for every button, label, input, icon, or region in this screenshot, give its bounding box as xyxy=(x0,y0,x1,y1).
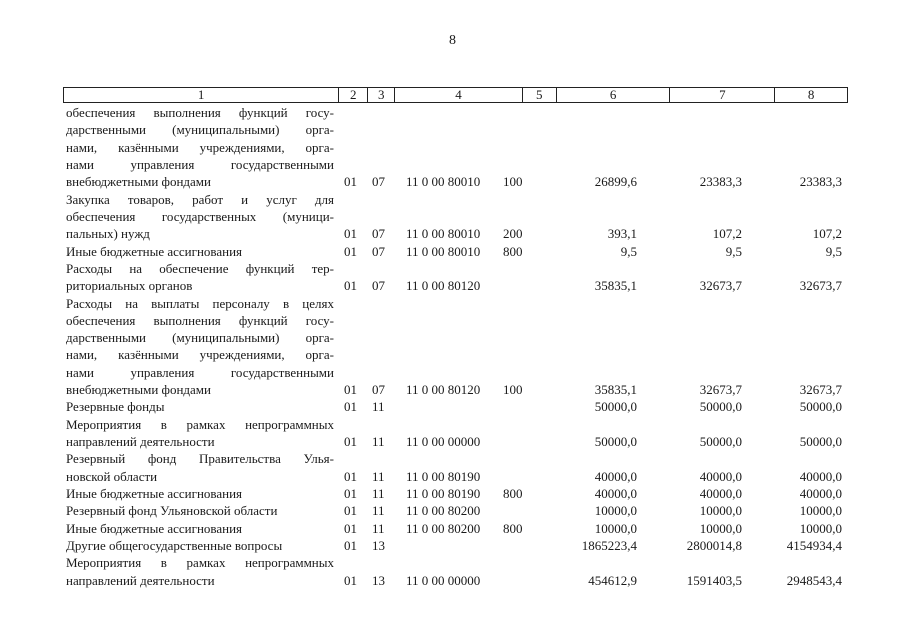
row-description: Мероприятия в рамках непрограммных xyxy=(66,416,334,432)
table-row xyxy=(63,157,848,173)
row-section: 01 xyxy=(344,399,357,415)
row-section: 01 xyxy=(344,174,357,190)
row-expense-type: 100 xyxy=(503,174,523,190)
row-description: нами, казёнными учреждениями, орга- xyxy=(66,347,334,363)
row-amount-1: 40000,0 xyxy=(594,468,637,484)
table-row xyxy=(63,434,848,450)
row-amount-3: 10000,0 xyxy=(799,503,842,519)
row-amount-3: 107,2 xyxy=(812,226,842,242)
row-amount-2: 2800014,8 xyxy=(686,538,742,553)
row-subsection: 07 xyxy=(372,278,385,294)
row-section: 01 xyxy=(344,243,357,259)
row-description: Резервный фонд Ульяновской области xyxy=(66,503,278,519)
header-col-5: 5 xyxy=(522,88,556,102)
row-amount-2: 10000,0 xyxy=(699,503,742,519)
table-row xyxy=(63,296,848,312)
row-amount-3: 50000,0 xyxy=(799,434,842,450)
header-col-6: 6 xyxy=(556,88,670,102)
row-amount-2: 9,5 xyxy=(725,243,742,259)
row-section: 01 xyxy=(344,503,357,519)
row-amount-3: 50000,0 xyxy=(799,399,842,415)
row-description: пальных) нужд xyxy=(66,226,150,242)
row-description: обеспечения выполнения функций госу- xyxy=(66,312,334,328)
row-target-article: 11 0 00 00000 xyxy=(406,434,481,450)
row-description: Иные бюджетные ассигнования xyxy=(66,486,243,502)
row-amount-2: 32673,7 xyxy=(699,382,742,398)
row-description: дарственными (муниципальными) орга- xyxy=(66,122,334,138)
row-subsection: 13 xyxy=(372,572,385,588)
row-description: нами, казёнными учреждениями, орга- xyxy=(66,139,334,155)
row-description: направлений деятельности xyxy=(66,572,215,588)
row-description: Расходы на обеспечение функций тер- xyxy=(66,260,334,276)
row-target-article: 11 0 00 80010 xyxy=(406,243,481,259)
table-row xyxy=(63,399,848,415)
row-amount-1: 454612,9 xyxy=(588,572,637,588)
row-amount-1: 50000,0 xyxy=(594,399,637,415)
table-row xyxy=(63,521,848,537)
row-description: обеспечения выполнения функций госу- xyxy=(66,105,334,120)
table-row xyxy=(63,451,848,467)
row-description: Резервный фонд Правительства Улья- xyxy=(66,451,334,467)
row-amount-3: 32673,7 xyxy=(799,382,842,398)
row-target-article: 11 0 00 80200 xyxy=(406,503,481,519)
table-row xyxy=(63,555,848,571)
table-row xyxy=(63,226,848,242)
page-number: 8 xyxy=(449,33,456,48)
table-header-row xyxy=(63,87,848,103)
row-subsection: 07 xyxy=(372,226,385,242)
table-row xyxy=(63,313,848,329)
row-target-article: 11 0 00 80120 xyxy=(406,382,481,398)
row-target-article: 11 0 00 80120 xyxy=(406,278,481,294)
row-description: направлений деятельности xyxy=(66,434,215,450)
header-col-8: 8 xyxy=(774,88,847,102)
row-subsection: 11 xyxy=(372,486,385,502)
row-section: 01 xyxy=(344,538,357,553)
table-row xyxy=(63,192,848,208)
row-amount-3: 2948543,4 xyxy=(786,572,842,588)
row-description: Мероприятия в рамках непрограммных xyxy=(66,555,334,571)
table-row xyxy=(63,347,848,363)
row-description: Расходы на выплаты персоналу в целях xyxy=(66,295,334,311)
row-description: дарственными (муниципальными) орга- xyxy=(66,330,334,346)
row-description: нами управления государственными xyxy=(66,156,334,172)
row-amount-2: 40000,0 xyxy=(699,468,742,484)
table-row xyxy=(63,174,848,190)
table-row xyxy=(63,105,848,121)
row-amount-1: 26899,6 xyxy=(594,174,637,190)
row-amount-1: 35835,1 xyxy=(594,278,637,294)
row-subsection: 07 xyxy=(372,174,385,190)
row-amount-1: 10000,0 xyxy=(594,520,637,536)
row-description: Иные бюджетные ассигнования xyxy=(66,243,243,259)
row-description: Резервные фонды xyxy=(66,399,165,415)
row-amount-2: 32673,7 xyxy=(699,278,742,294)
row-target-article: 11 0 00 80190 xyxy=(406,468,481,484)
row-description: внебюджетными фондами xyxy=(66,174,211,190)
row-amount-3: 23383,3 xyxy=(799,174,842,190)
row-target-article: 11 0 00 80190 xyxy=(406,486,481,502)
table-row xyxy=(63,486,848,502)
row-subsection: 11 xyxy=(372,434,385,450)
table-row xyxy=(63,573,848,589)
row-amount-2: 50000,0 xyxy=(699,434,742,450)
table-row xyxy=(63,122,848,138)
table-row xyxy=(63,365,848,381)
row-amount-3: 4154934,4 xyxy=(786,538,842,553)
table-row xyxy=(63,469,848,485)
row-amount-2: 23383,3 xyxy=(699,174,742,190)
row-section: 01 xyxy=(344,486,357,502)
row-target-article: 11 0 00 00000 xyxy=(406,572,481,588)
row-amount-2: 1591403,5 xyxy=(686,572,742,588)
row-amount-3: 40000,0 xyxy=(799,468,842,484)
row-subsection: 11 xyxy=(372,468,385,484)
row-description: риториальных органов xyxy=(66,278,193,294)
row-subsection: 11 xyxy=(372,503,385,519)
header-col-4: 4 xyxy=(394,88,522,102)
row-expense-type: 800 xyxy=(503,520,523,536)
row-target-article: 11 0 00 80200 xyxy=(406,520,481,536)
row-description: нами управления государственными xyxy=(66,364,334,380)
row-subsection: 13 xyxy=(372,538,385,553)
row-amount-1: 9,5 xyxy=(620,243,637,259)
row-subsection: 07 xyxy=(372,243,385,259)
row-subsection: 11 xyxy=(372,399,385,415)
header-col-7: 7 xyxy=(669,88,774,102)
row-section: 01 xyxy=(344,572,357,588)
row-amount-1: 40000,0 xyxy=(594,486,637,502)
row-section: 01 xyxy=(344,434,357,450)
row-amount-3: 32673,7 xyxy=(799,278,842,294)
row-subsection: 11 xyxy=(372,520,385,536)
header-col-1: 1 xyxy=(197,87,205,102)
row-amount-2: 10000,0 xyxy=(699,520,742,536)
row-description: Закупка товаров, работ и услуг для xyxy=(66,191,334,207)
row-section: 01 xyxy=(344,468,357,484)
row-expense-type: 800 xyxy=(503,486,523,502)
row-amount-1: 35835,1 xyxy=(594,382,637,398)
table-row xyxy=(63,538,848,554)
table-row xyxy=(63,382,848,398)
row-amount-3: 40000,0 xyxy=(799,486,842,502)
row-amount-2: 40000,0 xyxy=(699,486,742,502)
row-description: обеспечения государственных (муници- xyxy=(66,208,334,224)
row-section: 01 xyxy=(344,278,357,294)
row-description: Другие общегосударственные вопросы xyxy=(66,538,283,553)
row-amount-1: 1865223,4 xyxy=(581,538,637,553)
row-subsection: 07 xyxy=(372,382,385,398)
row-description: новской области xyxy=(66,468,158,484)
row-amount-2: 50000,0 xyxy=(699,399,742,415)
table-row xyxy=(63,503,848,519)
row-expense-type: 100 xyxy=(503,382,523,398)
row-description: внебюджетными фондами xyxy=(66,382,211,398)
table-row xyxy=(63,417,848,433)
table-row xyxy=(63,244,848,260)
row-expense-type: 200 xyxy=(503,226,523,242)
table-row xyxy=(63,278,848,294)
row-expense-type: 800 xyxy=(503,243,523,259)
row-target-article: 11 0 00 80010 xyxy=(406,174,481,190)
row-section: 01 xyxy=(344,226,357,242)
row-section: 01 xyxy=(344,520,357,536)
row-amount-1: 10000,0 xyxy=(594,503,637,519)
row-amount-3: 10000,0 xyxy=(799,520,842,536)
row-target-article: 11 0 00 80010 xyxy=(406,226,481,242)
row-amount-1: 50000,0 xyxy=(594,434,637,450)
header-col-3: 3 xyxy=(367,88,394,102)
row-amount-2: 107,2 xyxy=(712,226,742,242)
row-amount-3: 9,5 xyxy=(825,243,842,259)
table-row xyxy=(63,140,848,156)
table-row xyxy=(63,209,848,225)
row-description: Иные бюджетные ассигнования xyxy=(66,520,243,536)
table-row xyxy=(63,261,848,277)
row-section: 01 xyxy=(344,382,357,398)
row-amount-1: 393,1 xyxy=(607,226,637,242)
header-col-2: 2 xyxy=(338,88,367,102)
table-row xyxy=(63,330,848,346)
